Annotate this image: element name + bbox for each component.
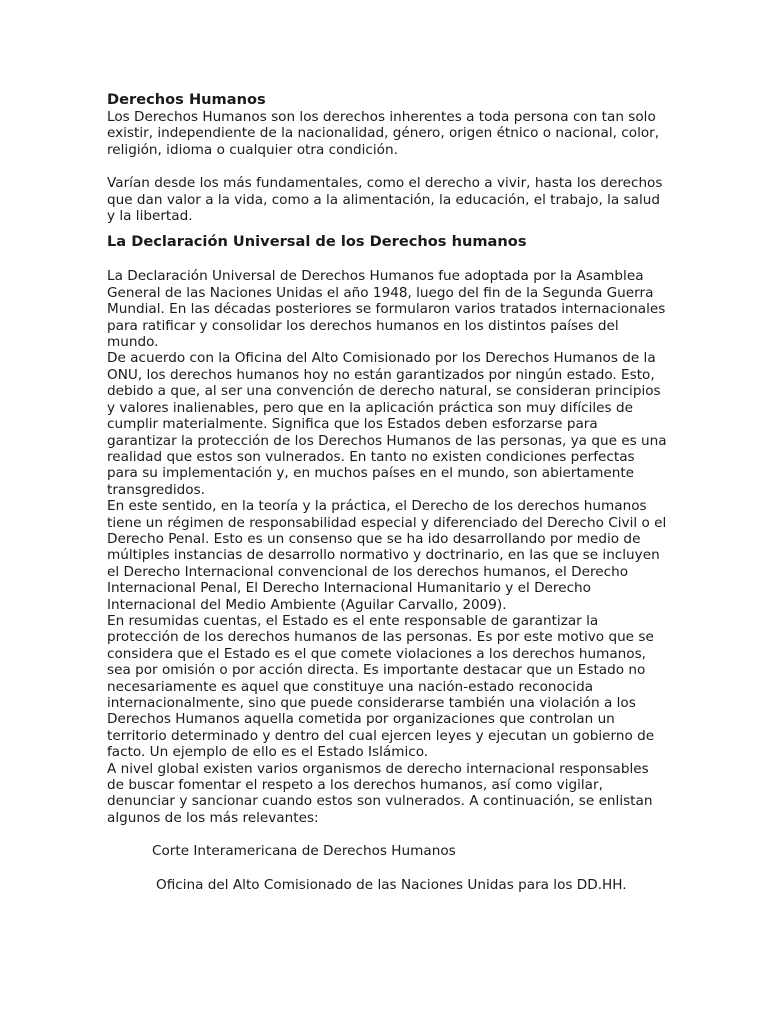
spacer	[107, 860, 667, 877]
intro-paragraph-1: Los Derechos Humanos son los derechos inherentes a toda persona con tan solo existir, independiente de la nacionalidad, género, origen étnico o nacional, color, religión, idioma o cualquier otra condición.	[107, 109, 660, 158]
spacer	[107, 251, 667, 268]
list-item: Corte Interamericana de Derechos Humanos	[152, 843, 456, 860]
section-paragraph-1: La Declaración Universal de Derechos Humanos fue adoptada por la Asamblea General de las Naciones Unidas el año 1948, luego del fin de la Segunda Guerra Mundial. En las décadas posteriores se formularon varios tratados internacionales para ratificar y consolidar los derechos humanos en los distintos países del mundo.	[107, 268, 666, 351]
section-paragraph-3: En este sentido, en la teoría y la práctica, el Derecho de los derechos humanos tiene un régimen de responsabilidad especial y diferenciado del Derecho Civil o el Derecho Penal. Esto es un consenso que se ha ido desarrollando por medio de múltiples instancias de desarrollo normativo y doctrinario, en las que se incluyen el Derecho Internacional convencional de los derechos humanos, el Derecho Internacional Penal, El Derecho Internacional Humanitario y el Derecho Internacional del Medio Ambiente (Aguilar Carvallo, 2009).	[107, 498, 667, 613]
section-paragraph-5: A nivel global existen varios organismos de derecho internacional responsables de buscar fomentar el respeto a los derechos humanos, así como vigilar, denunciar y sancionar cuando estos son vulnerados. A continuación, se enlistan algunos de los más relevantes:	[107, 760, 653, 826]
spacer	[107, 158, 667, 175]
spacer	[107, 224, 667, 233]
section-paragraph-2: De acuerdo con la Oficina del Alto Comisionado por los Derechos Humanos de la ONU, los derechos humanos hoy no están garantizados por ningún estado. Esto, debido a que, al ser una convención de derecho natural, se consideran principios y valores inalienables, pero que en la aplicación práctica son muy difíciles de cumplir materialmente. Significa que los Estados deben esforzarse para garantizar la protección de los Derechos Humanos de las personas, ya que es una realidad que estos son vulnerados. En tanto no existen condiciones perfectas para su implementación y, en muchos países en el mundo, son abiertamente transgredidos.	[107, 350, 667, 498]
section-paragraph-4: En resumidas cuentas, el Estado es el ente responsable de garantizar la protección de los derechos humanos de las personas. Es por este motivo que se considera que el Estado es el que comete violaciones a los derechos humanos, sea por omisión o por acción directa. Es importante destacar que un Estado no necesariamente es aquel que constituye una nación-estado reconocida internacionalmente, sino que puede considerarse también una violación a los Derechos Humanos aquella cometida por organizaciones que controlan un territorio determinado y dentro del cual ejercen leyes y ejecutan un gobierno de facto. Un ejemplo de ello es el Estado Islámico.	[107, 612, 655, 761]
document-page	[107, 91, 667, 893]
spacer	[107, 826, 667, 843]
document-title: Derechos Humanos	[107, 91, 266, 108]
intro-paragraph-2: Varían desde los más fundamentales, como el derecho a vivir, hasta los derechos que dan valor a la vida, como a la alimentación, la educación, el trabajo, la salud y la libertad.	[107, 175, 663, 225]
list-item: Oficina del Alto Comisionado de las Naciones Unidas para los DD.HH.	[156, 876, 627, 893]
section-heading: La Declaración Universal de los Derechos humanos	[107, 233, 527, 251]
